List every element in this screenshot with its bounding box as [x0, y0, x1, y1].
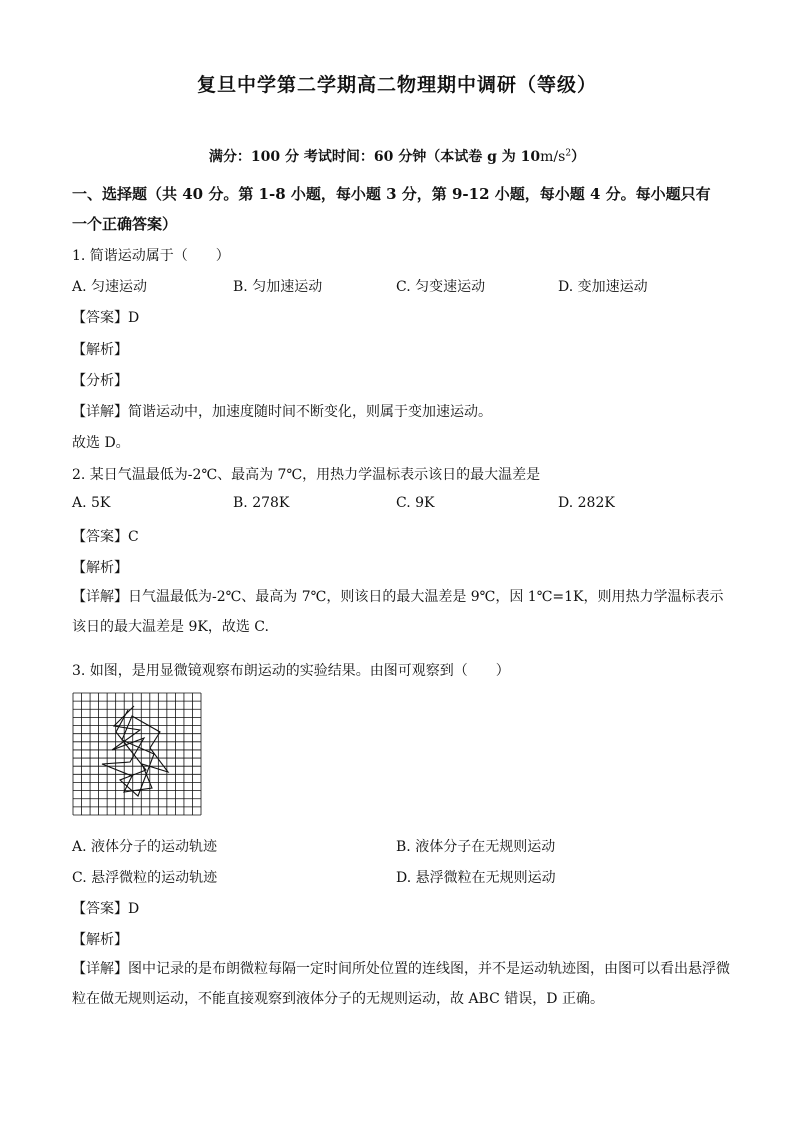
question-2-stem: 2. 某日气温最低为-2℃、最高为 7℃，用热力学温标表示该日的最大温差是	[72, 467, 541, 483]
brownian-motion-figure	[72, 692, 202, 816]
question-2-option-b: B. 278K	[233, 495, 290, 511]
question-3-detail: 【详解】图中记录的是布朗微粒每隔一定时间所处位置的连线图，并不是运动轨迹图，由图可以看出悬浮微粒在做无规则运动，不能直接观察到液体分子的无规则运动，故 ABC 错误，D 正确。	[72, 961, 730, 1007]
question-3-answer: 【答案】D	[72, 901, 140, 917]
question-3-option-a: A. 液体分子的运动轨迹	[72, 839, 218, 855]
question-3-option-b: B. 液体分子在无规则运动	[396, 839, 556, 855]
question-1-conclusion: 故选 D。	[72, 435, 130, 451]
exam-info	[0, 146, 794, 166]
gravity-unit: m/s	[540, 149, 566, 165]
gravity-unit-exponent: 2	[565, 148, 572, 159]
section-heading-line2: 一个正确答案）	[72, 215, 178, 233]
question-2-detail: 【详解】日气温最低为-2℃、最高为 7℃，则该日的最大温差是 9℃，因 1℃=1K，则用热力学温标表示该日的最大温差是 9K，故选 C.	[72, 589, 724, 635]
exam-info-close: ）	[571, 149, 586, 165]
question-1-detail: 【详解】简谐运动中，加速度随时间不断变化，则属于变加速运动。	[72, 404, 492, 420]
section-heading-line1: 一、选择题（共 40 分。第 1-8 小题，每小题 3 分，第 9-12 小题，每小题 4 分。每小题只有	[72, 185, 711, 203]
question-1-analysis-label: 【解析】	[72, 342, 128, 358]
question-1-answer: 【答案】D	[72, 310, 140, 326]
question-3-analysis-label: 【解析】	[72, 932, 128, 948]
brownian-grid-diagram	[72, 692, 202, 816]
question-3-stem: 3. 如图，是用显微镜观察布朗运动的实验结果。由图可观察到（ ）	[72, 663, 510, 679]
question-1-option-d: D. 变加速运动	[558, 279, 648, 295]
question-1-option-b: B. 匀加速运动	[233, 279, 323, 295]
question-1-option-c: C. 匀变速运动	[396, 279, 486, 295]
question-2-option-d: D. 282K	[558, 495, 615, 511]
question-3-option-c: C. 悬浮微粒的运动轨迹	[72, 870, 218, 886]
question-2-analysis-label: 【解析】	[72, 560, 128, 576]
question-2-option-c: C. 9K	[396, 495, 435, 511]
question-3-option-d: D. 悬浮微粒在无规则运动	[396, 870, 556, 886]
page-title: 复旦中学第二学期高二物理期中调研（等级）	[196, 74, 597, 96]
question-1-fenxi-label: 【分析】	[72, 373, 128, 389]
question-1-stem: 1. 简谐运动属于（ ）	[72, 248, 230, 264]
question-1-option-a: A. 匀速运动	[72, 279, 148, 295]
exam-info-text: 满分：100 分 考试时间：60 分钟（本试卷 g 为 10	[208, 149, 541, 165]
question-2-answer: 【答案】C	[72, 529, 139, 545]
question-2-option-a: A. 5K	[72, 495, 111, 511]
